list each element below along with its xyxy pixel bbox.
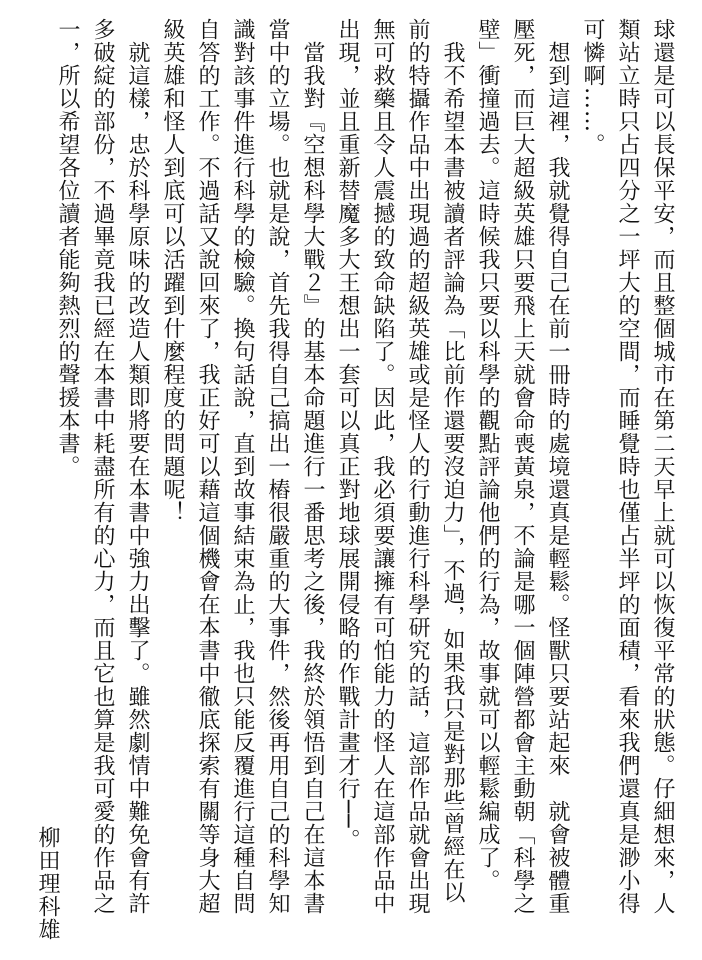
text-column: 無可救藥且令人震撼的致命缺陷了。因此，我必須要讓擁有可怕能力的怪人在這部作品中 [370, 18, 395, 915]
text-column: 可憐啊……。 [580, 18, 605, 156]
text-column: 壓死，而巨大超級英雄只要飛上天就會命喪黃泉，不論是哪一個陣營都會主動朝「科學之 [510, 18, 535, 915]
text-column: 識對該事件進行科學的檢驗。換句話說，直到故事結束為止，我也只能反覆進行這種自問 [230, 18, 255, 915]
text-column: 當我對『空想科學大戰２』的基本命題進行一番思考之後，我終於領悟到自己在這本書 [300, 41, 325, 915]
author-signature: 柳田理科雄 [35, 826, 60, 941]
text-column: 球還是可以長保平安，而且整個城市在第二天早上就可以恢復平常的狀態。仔細想來，人 [650, 18, 675, 915]
text-column: 多破綻的部份，不過畢竟我已經在本書中耗盡所有的心力，而且它也算是我可愛的作品之 [90, 18, 115, 915]
body-text [50, 18, 680, 943]
text-column: 一，所以希望各位讀者能夠熱烈的聲援本書。 [55, 18, 80, 478]
text-column: 當中的立場。也就是說，首先我得自己搞出一樁很嚴重的大事件，然後再用自己的科學知 [265, 18, 290, 915]
text-column: 類站立時只占四分之一坪大的空間，而睡覺時也僅占半坪的面積，看來我們還真是渺小得 [615, 18, 640, 915]
text-column: 自答的工作。不過話又說回來了，我正好可以藉這個機會在本書中徹底探索有關等身大超 [195, 18, 220, 915]
text-column: 級英雄和怪人到底可以活躍到什麼程度的問題呢！ [160, 18, 185, 524]
text-column: 出現，並且重新替魔多大王想出一套可以真正對地球展開侵略的作戰計畫才行──。 [335, 18, 360, 852]
text-column: 壁」衝撞過去。這時候我只要以科學的觀點評論他們的行為，故事就可以輕鬆編成了。 [475, 18, 500, 892]
text-column: 我不希望本書被讀者評論為「比前作還要沒迫力」，不過，如果我只是對那些曾經在以 [440, 41, 465, 904]
text-column: 就這樣，忠於科學原味的改造人類即將要在本書中強力出擊了。雖然劇情中難免會有許 [125, 41, 150, 915]
text-column: 想到這裡，我就覺得自己在前一冊時的處境還真是輕鬆。怪獸只要站起來 就會被體重 [545, 41, 570, 915]
text-column: 前的特攝作品中出現過的超級英雄或是怪人的行動進行科學研究的話，這部作品就會出現 [405, 18, 430, 915]
